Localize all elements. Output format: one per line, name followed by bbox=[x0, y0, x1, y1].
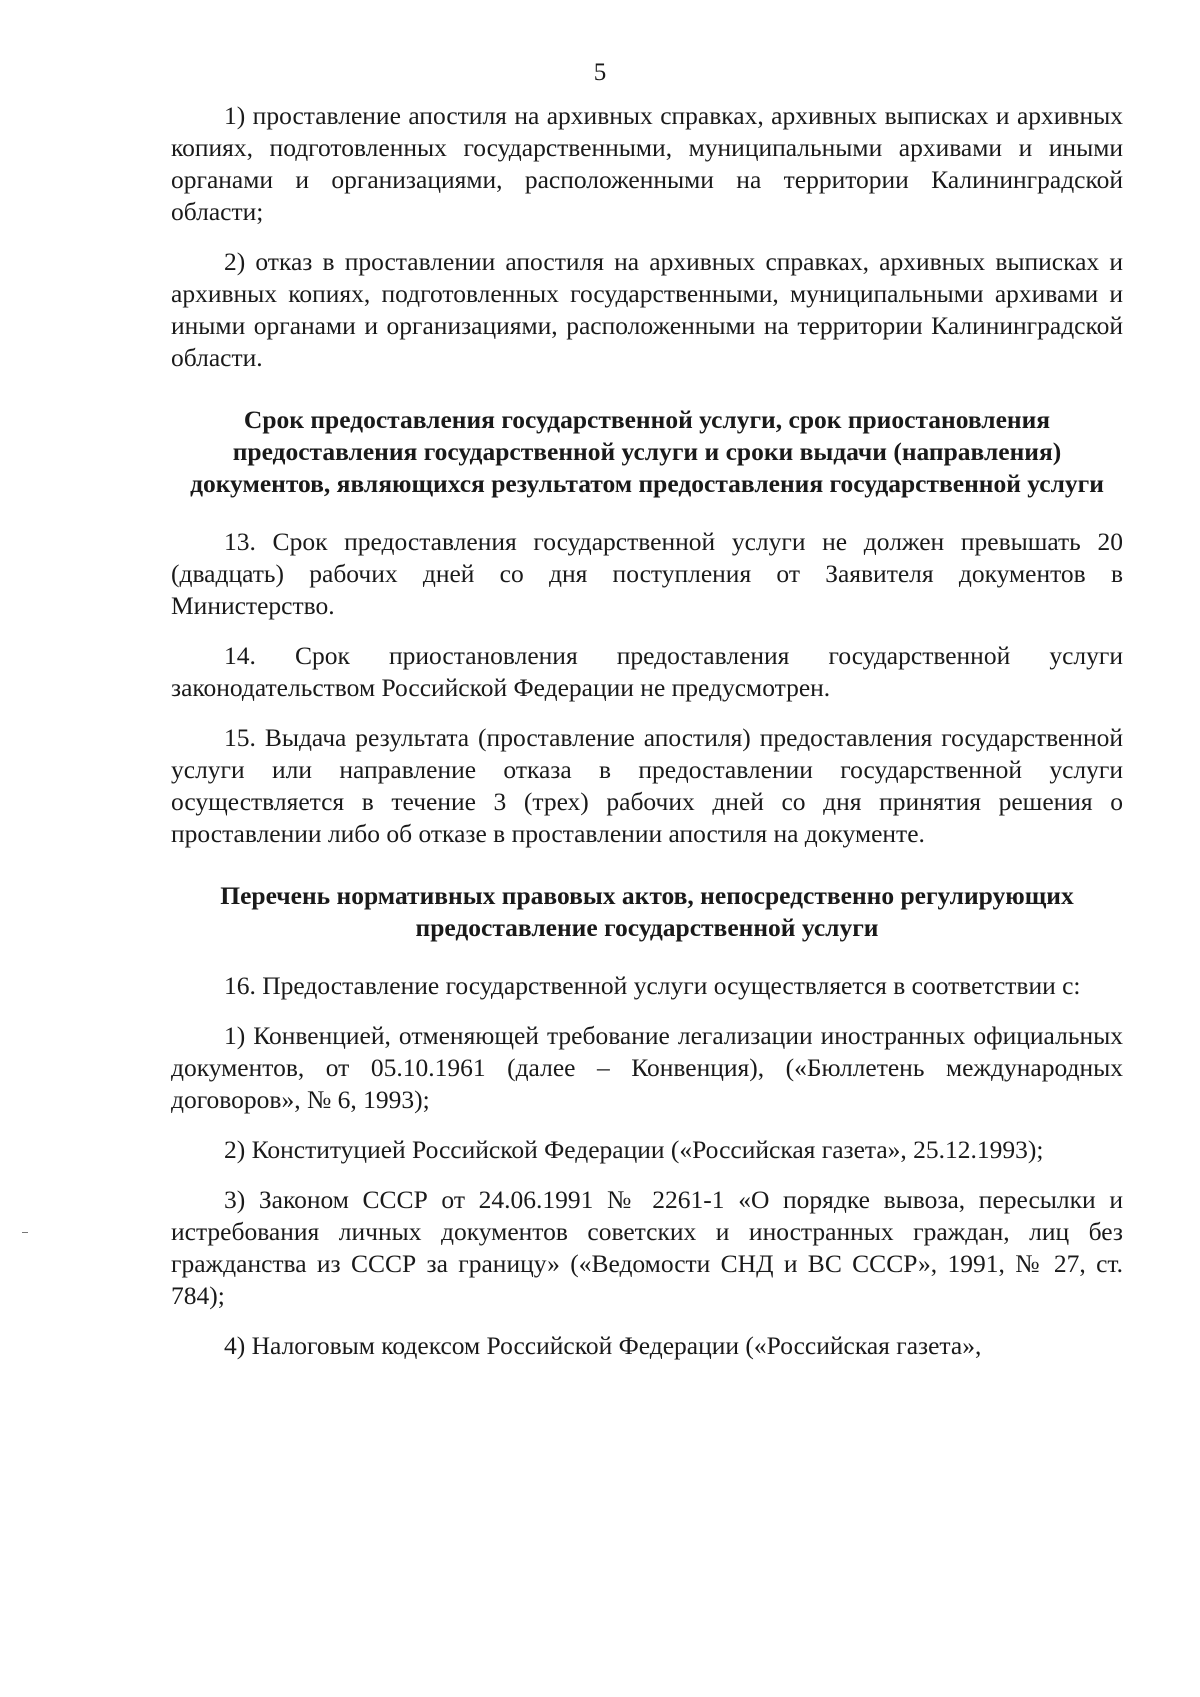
list-item-2: 2) отказ в проставлении апостиля на архивных справках, архивных выписках и архивных копиях, подготовленных государственными, муниципальными архивами и иными органами и организациями, расположенными на территории Калининградской области. bbox=[171, 247, 1123, 372]
clause-15: 15. Выдача результата (проставление апостиля) предоставления государственной услуги или направление отказа в предоставлении государственной услуги осуществляется в течение 3 (трех) рабочих дней со дня принятия решения о проставлении либо об отказе в проставлении апостиля на документе. bbox=[171, 723, 1123, 848]
page-number: 5 bbox=[593, 59, 607, 86]
document-body bbox=[171, 100, 1123, 1380]
list-item-1: 1) проставление апостиля на архивных справках, архивных выписках и архивных копиях, подготовленных государственными, муниципальными архивами и иными органами и организациями, расположенными на территории Калининградской области; bbox=[171, 101, 1123, 226]
section-heading-term: Срок предоставления государственной услуги, срок приостановления предоставления государственной услуги и сроки выдачи (направления) документов, являющихся результатом предоставления государственной услуги bbox=[190, 405, 1104, 498]
legal-act-2: 2) Конституцией Российской Федерации («Российская газета», 25.12.1993); bbox=[224, 1135, 1044, 1164]
clause-16: 16. Предоставление государственной услуги осуществляется в соответствии с: bbox=[224, 971, 1081, 1000]
legal-act-1: 1) Конвенцией, отменяющей требование легализации иностранных официальных документов, от 05.10.1961 (далее – Конвенция), («Бюллетень международных договоров», № 6, 1993); bbox=[171, 1021, 1123, 1114]
legal-act-3: 3) Законом СССР от 24.06.1991 № 2261-1 «О порядке вывоза, пересылки и истребования личных документов советских и иностранных граждан, лиц без гражданства из СССР за границу» («Ведомости СНД и ВС СССР», 1991, № 27, ст. 784); bbox=[171, 1185, 1123, 1310]
clause-13: 13. Срок предоставления государственной услуги не должен превышать 20 (двадцать) рабочих дней со дня поступления от Заявителя документов в Министерство. bbox=[171, 527, 1123, 620]
legal-act-4: 4) Налоговым кодексом Российской Федерации («Российская газета», bbox=[224, 1331, 982, 1360]
clause-14: 14. Срок приостановления предоставления государственной услуги законодательством Российской Федерации не предусмотрен. bbox=[171, 641, 1123, 702]
scan-artifact-mark bbox=[22, 1232, 28, 1233]
section-heading-legal-acts: Перечень нормативных правовых актов, непосредственно регулирующих предоставление государственной услуги bbox=[220, 881, 1074, 942]
